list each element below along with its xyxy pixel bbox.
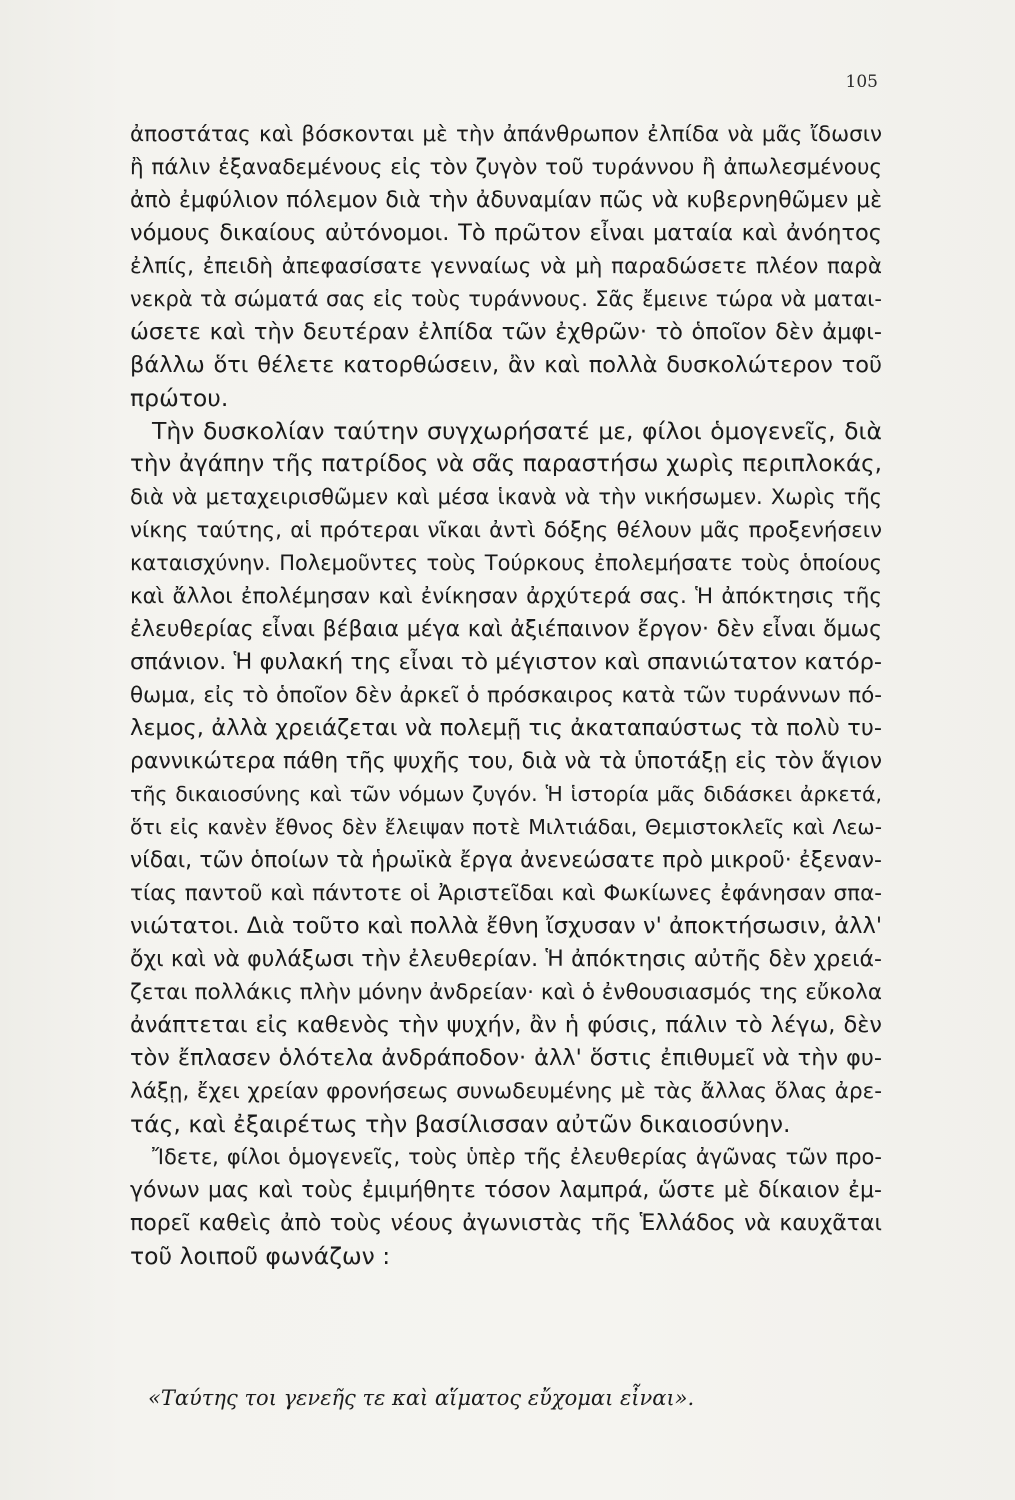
text-line: τίας παντοῦ καὶ πάντοτε οἱ Ἀριστεῖδαι καὶ Φωκίωνες ἐφάνησαν σπα- (130, 881, 882, 906)
text-line: τῆς δικαιοσύνης καὶ τῶν νόμων ζυγόν. Ἡ ἱστορία μᾶς διδάσκει ἀρκετά, (130, 782, 882, 806)
text-line: γόνων μας καὶ τοὺς ἐμιμήθητε τόσον λαμπρά, ὥστε μὲ δίκαιον ἐμ- (130, 1178, 882, 1203)
text-line: διὰ νὰ μεταχειρισθῶμεν καὶ μέσα ἱκανὰ νὰ τὴν νικήσωμεν. Χωρὶς τῆς (130, 485, 882, 509)
text-line: λεμος, ἀλλὰ χρειάζεται νὰ πολεμῇ τις ἀκαταπαύστως τὰ πολὺ τυ- (130, 715, 882, 741)
page-number: 105 (845, 72, 878, 92)
text-line: ἐλπίς, ἐπειδὴ ἀπεφασίσατε γενναίως νὰ μὴ παραδώσετε πλέον παρὰ (130, 254, 882, 279)
text-line: Τὴν δυσκολίαν ταύτην συγχωρήσατέ με, φίλοι ὁμογενεῖς, διὰ (152, 417, 882, 445)
text-line: νόμους δικαίους αὐτόνομοι. Τὸ πρῶτον εἶναι ματαία καὶ ἀνόητος (130, 220, 882, 246)
text-line: καὶ ἄλλοι ἐπολέμησαν καὶ ἐνίκησαν ἀρχύτερά σας. Ἡ ἀπόκτησις τῆς (130, 584, 882, 609)
text-line: ἐλευθερίας εἶναι βέβαια μέγα καὶ ἀξιέπαινον ἔργον· δὲν εἶναι ὅμως (130, 617, 882, 642)
text-line: ὄχι καὶ νὰ φυλάξωσι τὴν ἐλευθερίαν. Ἡ ἀπόκτησις αὐτῆς δὲν χρειά- (130, 947, 882, 972)
text-line: νίκης ταύτης, αἱ πρότεραι νῖκαι ἀντὶ δόξης θέλουν μᾶς προξενήσειν (130, 518, 882, 543)
text-line: ἀπὸ ἐμφύλιον πόλεμον διὰ τὴν ἀδυναμίαν πῶς νὰ κυβερνηθῶμεν μὲ (130, 188, 882, 213)
text-line: ζεται πολλάκις πλὴν μόνην ἀνδρείαν· καὶ ὁ ἐνθουσιασμός της εὔκολα (130, 980, 882, 1005)
text-line: τὸν ἔπλασεν ὁλότελα ἀνδράποδον· ἀλλ' ὅστις ἐπιθυμεῖ νὰ τὴν φυ- (130, 1045, 882, 1071)
text-line: Ἴδετε, φίλοι ὁμογενεῖς, τοὺς ὑπὲρ τῆς ἐλευθερίας ἀγῶνας τῶν προ- (152, 1145, 882, 1169)
text-line: νίδαι, τῶν ὁποίων τὰ ἡρωϊκὰ ἔργα ἀνενεώσατε πρὸ μικροῦ· ἐξεναν- (130, 848, 882, 873)
text-line: καταισχύνην. Πολεμοῦντες τοὺς Τούρκους ἐπολεμήσατε τοὺς ὁποίους (130, 551, 882, 575)
text-line: ἢ πάλιν ἐξαναδεμένους εἰς τὸν ζυγὸν τοῦ τυράννου ἢ ἀπωλεσμένους (130, 155, 882, 180)
text-line: ὅτι εἰς κανὲν ἔθνος δὲν ἔλειψαν ποτὲ Μιλτιάδαι, Θεμιστοκλεῖς καὶ Λεω- (130, 815, 882, 839)
text-line: σπάνιον. Ἡ φυλακή της εἶναι τὸ μέγιστον καὶ σπανιώτατον κατόρ- (130, 649, 882, 675)
text-line: τάς, καὶ ἐξαιρέτως τὴν βασίλισσαν αὐτῶν δικαιοσύνην. (130, 1110, 791, 1138)
text-line: ώσετε καὶ τὴν δευτέραν ἐλπίδα τῶν ἐχθρῶν· τὸ ὁποῖον δὲν ἀμφι- (130, 319, 882, 345)
text-line: τοῦ λοιποῦ φωνάζων : (130, 1242, 391, 1270)
text-line: τὴν ἀγάπην τῆς πατρίδος νὰ σᾶς παραστήσω χωρὶς περιπλοκάς, (130, 451, 882, 477)
text-line: πορεῖ καθεὶς ἀπὸ τοὺς νέους ἀγωνιστὰς τῆς Ἑλλάδος νὰ καυχᾶται (130, 1211, 882, 1236)
text-line: θωμα, εἰς τὸ ὁποῖον δὲν ἀρκεῖ ὁ πρόσκαιρος κατὰ τῶν τυράννων πό- (130, 683, 882, 708)
text-line: πρώτου. (130, 384, 229, 412)
text-line: νεκρὰ τὰ σώματά σας εἰς τοὺς τυράννους. Σᾶς ἔμεινε τώρα νὰ μαται- (130, 287, 882, 311)
text-line: ἀνάπτεται εἰς καθενὸς τὴν ψυχήν, ἂν ἡ φύσις, πάλιν τὸ λέγω, δὲν (130, 1012, 882, 1038)
text-line: ἀποστάτας καὶ βόσκονται μὲ τὴν ἀπάνθρωπον ἐλπίδα νὰ μᾶς ἴδωσιν (130, 122, 882, 147)
body-text (130, 118, 882, 1273)
text-line: λάξῃ, ἔχει χρείαν φρονήσεως συνωδευμένης μὲ τὰς ἄλλας ὅλας ἀρε- (130, 1079, 882, 1104)
text-line: ραννικώτερα πάθη τῆς ψυχῆς του, διὰ νὰ τὰ ὑποτάξῃ εἰς τὸν ἅγιον (130, 749, 882, 774)
closing-quote: «Ταύτης τοι γενεῆς τε καὶ αἵματος εὔχομαι εἶναι». (148, 1386, 695, 1410)
text-line: βάλλω ὅτι θέλετε κατορθώσειν, ἂν καὶ πολλὰ δυσκολώτερον τοῦ (130, 352, 882, 378)
text-line: νιώτατοι. Διὰ τοῦτο καὶ πολλὰ ἔθνη ἴσχυσαν ν' ἀποκτήσωσιν, ἀλλ' (130, 913, 882, 939)
